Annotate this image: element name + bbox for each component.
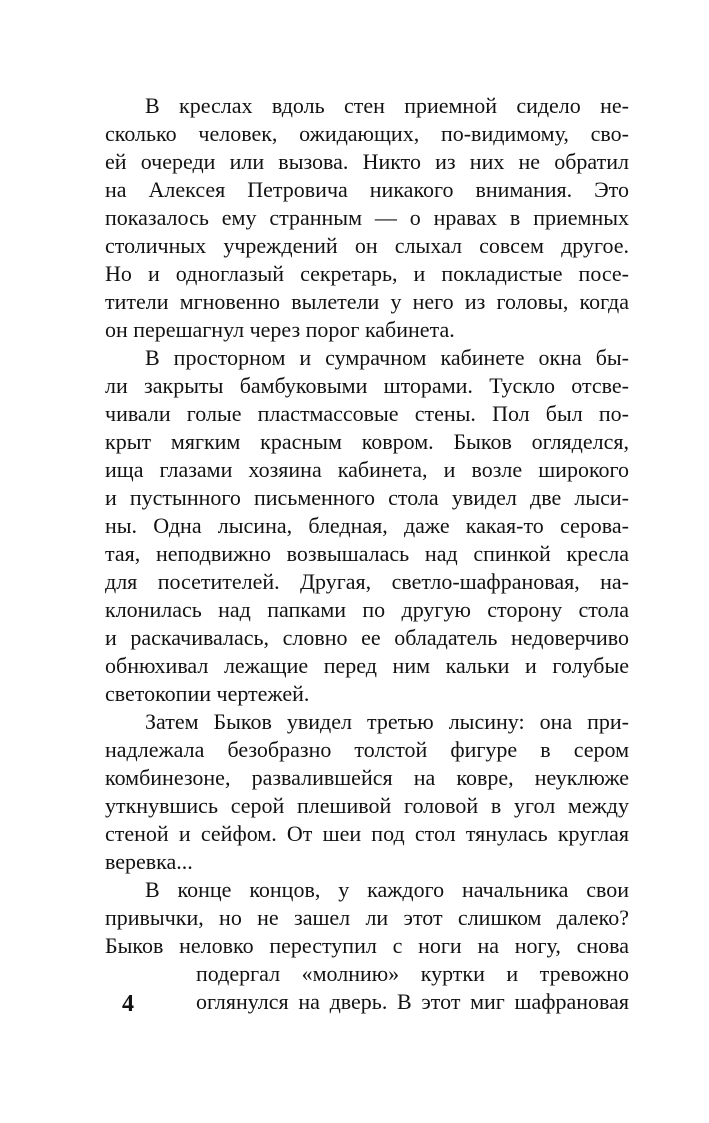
text-line: чивали голые пластмассовые стены. Пол был по-: [105, 401, 629, 426]
text-line: подергал «молнию» куртки и тревожно: [196, 961, 629, 986]
text-line: тая, неподвижно возвышалась над спинкой кресла: [105, 541, 629, 566]
text-line: ей очереди или вызова. Никто из них не обратил: [105, 149, 629, 174]
paragraph: [105, 876, 629, 1016]
text-line: обнюхивал лежащие перед ним кальки и голубые: [105, 653, 629, 678]
text-line: ища глазами хозяина кабинета, и возле широкого: [105, 457, 629, 482]
text-line: клонилась над папками по другую сторону стола: [105, 597, 629, 622]
text-line: ны. Одна лысина, бледная, даже какая-то серова-: [105, 513, 629, 538]
text-line: Но и одноглазый секретарь, и покладистые посе-: [105, 261, 629, 286]
text-line: Затем Быков увидел третью лысину: она при-: [145, 709, 629, 734]
paragraph: [105, 344, 629, 708]
text-line: на Алексея Петровича никакого внимания. Это: [105, 177, 629, 202]
text-line: показалось ему странным — о нравах в приемных: [105, 205, 629, 230]
text-line: В креслах вдоль стен приемной сидело не-: [145, 93, 629, 118]
paragraph: [105, 708, 629, 876]
text-line: В просторном и сумрачном кабинете окна бы-: [145, 345, 629, 370]
page-number: 4: [122, 991, 134, 1017]
paragraph: [105, 92, 629, 344]
text-line: и пустынного письменного стола увидел две лыси-: [105, 485, 629, 510]
text-line: надлежала безобразно толстой фигуре в сером: [105, 737, 629, 762]
text-line: привычки, но не зашел ли этот слишком далеко?: [105, 905, 629, 930]
text-line: он перешагнул через порог кабинета.: [105, 317, 455, 342]
text-line: стеной и сейфом. От шеи под стол тянулась круглая: [105, 821, 629, 846]
text-line: сколько человек, ожидающих, по-видимому, сво-: [105, 121, 629, 146]
text-line: В конце концов, у каждого начальника свои: [145, 877, 629, 902]
text-line: Быков неловко переступил с ноги на ногу, снова: [105, 933, 629, 958]
text-line: столичных учреждений он слыхал совсем другое.: [105, 233, 629, 258]
text-line: ли закрыты бамбуковыми шторами. Тускло отсве-: [105, 373, 629, 398]
text-line: оглянулся на дверь. В этот миг шафрановая: [196, 989, 629, 1014]
text-line: тители мгновенно вылетели у него из головы, когда: [105, 289, 629, 314]
text-line: комбинезоне, развалившейся на ковре, неуклюже: [105, 765, 629, 790]
text-line: крыт мягким красным ковром. Быков огляделся,: [105, 429, 629, 454]
text-line: уткнувшись серой плешивой головой в угол между: [105, 793, 629, 818]
page-text: [105, 92, 629, 1016]
text-line: веревка...: [105, 849, 193, 874]
text-line: и раскачивалась, словно ее обладатель недоверчиво: [105, 625, 629, 650]
text-line: для посетителей. Другая, светло-шафрановая, на-: [105, 569, 629, 594]
text-line: светокопии чертежей.: [105, 681, 310, 706]
